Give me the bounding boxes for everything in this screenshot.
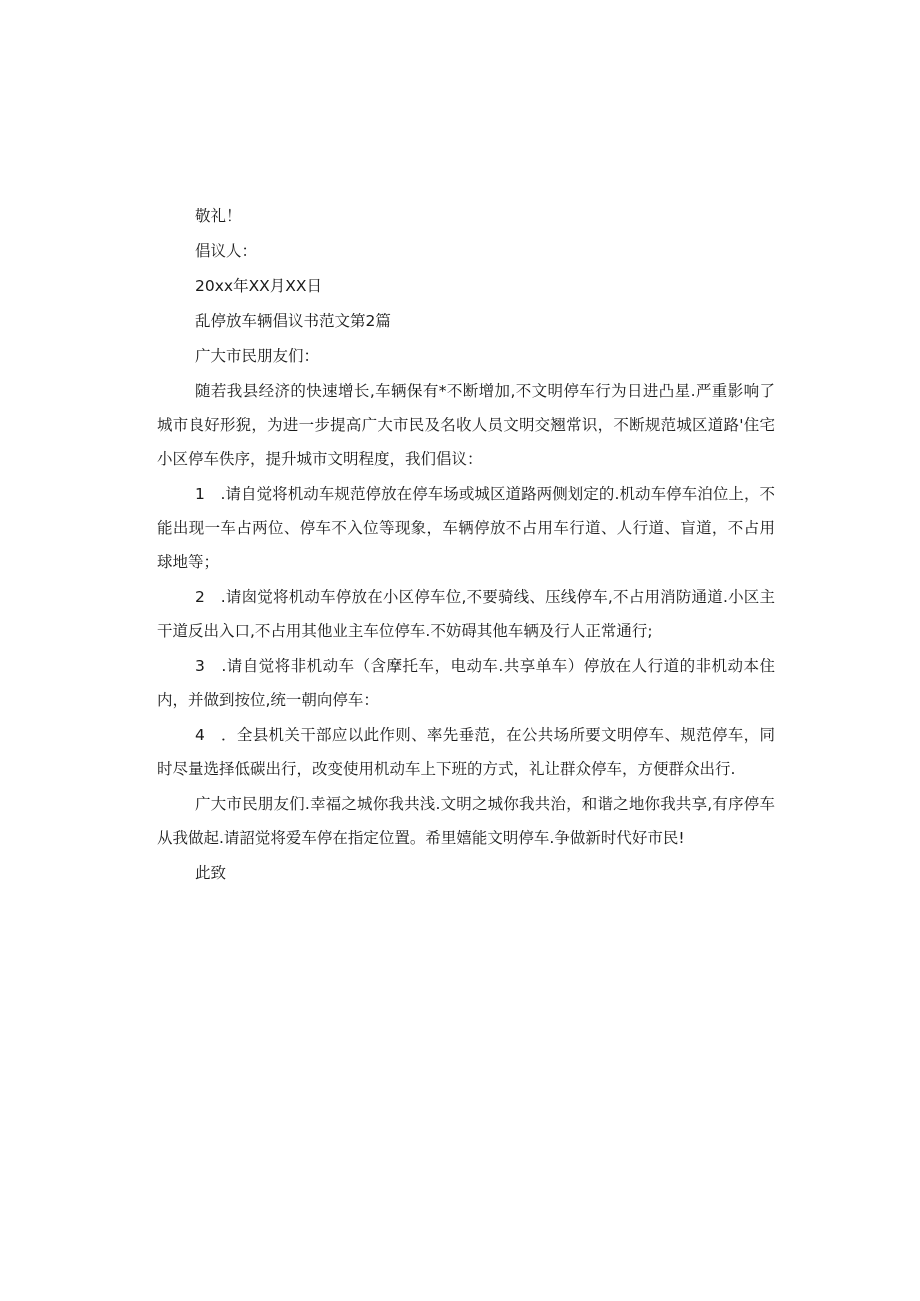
intro-paragraph: 随若我县经济的快速增长,车辆保有*不断增加,不文明停车行为日进凸星.严重影响了城市良好形猊，为进一步提高广大市民及名收人员文明交翘常识，不断规范城区道路'住宅小区停车佚序，提升城市文明程度，我们倡议：: [157, 382, 775, 468]
sign-off: 此致: [195, 864, 227, 882]
conclusion-paragraph: 广大市民朋友们.幸福之城你我共浅.文明之城你我共治，和谐之地你我共享,有序停车从我做起.请詔觉将爱车停在指定位置。希里嬉能文明停车.争做新时代好市民!: [157, 795, 775, 847]
list-item: 2 .请囱觉将机动车停放在小区停车位,不要骑线、压线停车,不占用消防通道.小区主干道反出入口,不占用其他业主车位停车.不妨碍其他车辆及行人正常通行;: [157, 588, 775, 640]
greeting: 广大市民朋友们：: [195, 347, 320, 365]
date-line: 20xx年XX月XX日: [195, 277, 323, 295]
list-item: 3 .请自觉将非机动车（含摩托车，电动车.共享单车）停放在人行道的非机动本住内，并做到按位,统一朝向停车：: [157, 657, 775, 709]
list-item: 1 .请自觉将机动车规范停放在停车场或城区道路两侧划定的.机动车停车泊位上，不能出现一车占两位、停车不入位等现象，车辆停放不占用车行道、人行道、盲道，不占用球地等；: [157, 485, 775, 571]
closing-salute: 敬礼！: [195, 207, 242, 225]
list-item: 4 ．全县机关干部应以此作则、率先垂范，在公共场所要文明停车、规范停车，同时尽量选择低碳出行，改变使用机动车上下班的方式，礼让群众停车，方便群众出行.: [157, 726, 775, 778]
document-body: [157, 199, 775, 891]
section-title: 乱停放车辆倡议书范文第2篇: [195, 312, 391, 330]
proposer-label: 倡议人：: [195, 242, 258, 260]
